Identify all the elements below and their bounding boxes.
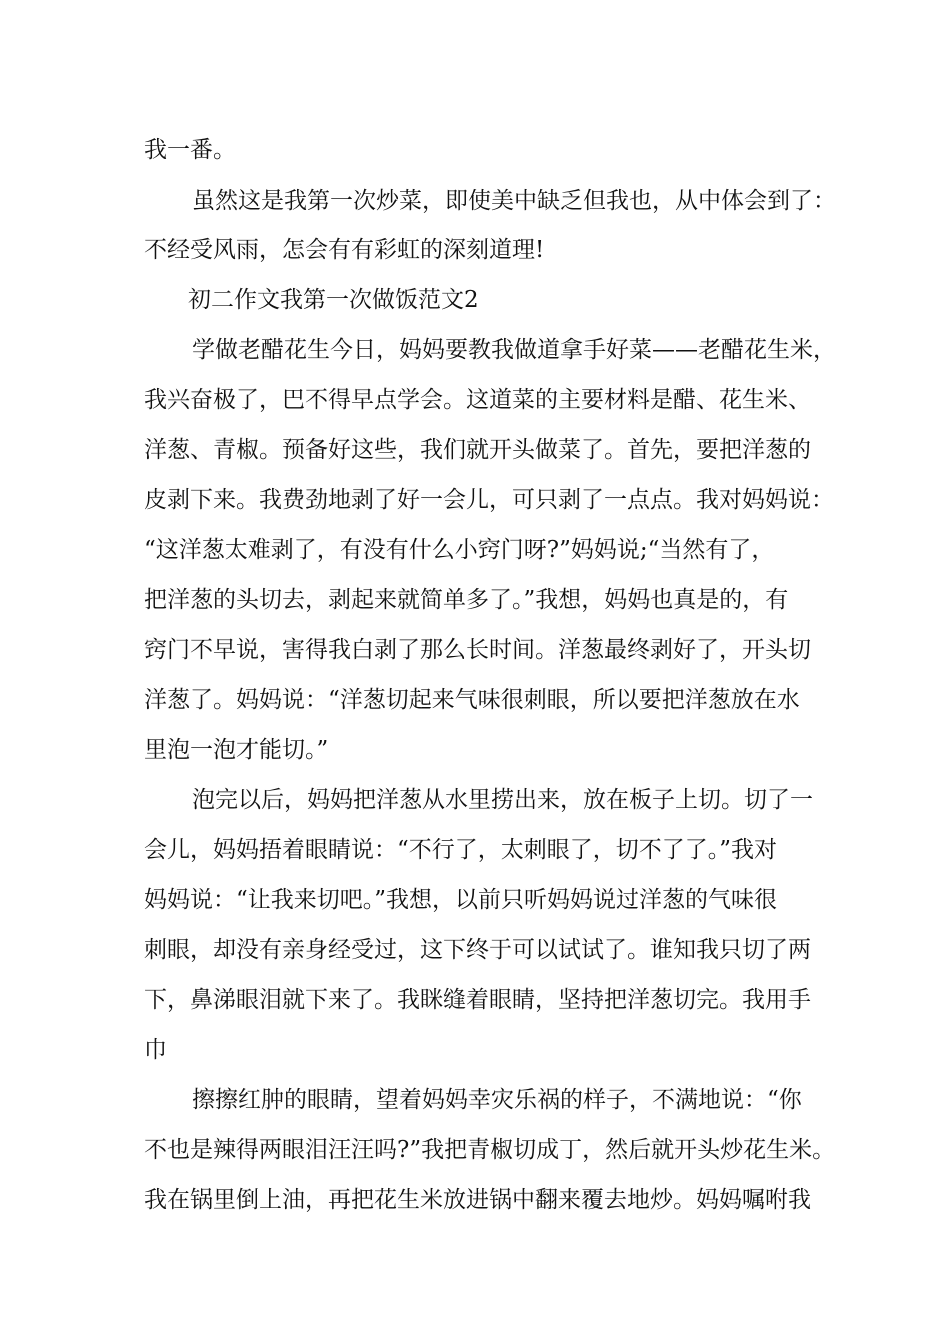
- text-line: 刺眼，却没有亲身经受过，这下终于可以试试了。谁知我只切了两: [144, 937, 811, 963]
- text-line: 皮剥下来。我费劲地剥了好一会儿，可只剥了一点点。我对妈妈说：: [144, 487, 834, 513]
- text-line: 洋葱了。妈妈说：“洋葱切起来气味很刺眼，所以要把洋葱放在水: [144, 687, 800, 713]
- text-line: 巾: [144, 1037, 167, 1063]
- paragraph-start-line: 学做老醋花生今日，妈妈要教我做道拿手好菜——老醋花生米，: [192, 337, 836, 363]
- text-line: 妈妈说：“让我来切吧。”我想，以前只听妈妈说过洋葱的气味很: [144, 887, 778, 913]
- paragraph-start-line: 擦擦红肿的眼睛，望着妈妈幸灾乐祸的样子，不满地说：“你: [192, 1087, 802, 1113]
- text-line: 我兴奋极了，巴不得早点学会。这道菜的主要材料是醋、花生米、: [144, 387, 811, 413]
- text-line: “这洋葱太难剥了，有没有什么小窍门呀?”妈妈说;“当然有了，: [144, 537, 775, 563]
- paragraph-start-line: 虽然这是我第一次炒菜，即使美中缺乏但我也，从中体会到了：: [192, 188, 836, 214]
- section-title: 初二作文我第一次做饭范文2: [188, 287, 479, 313]
- text-line: 把洋葱的头切去，剥起来就简单多了。”我想，妈妈也真是的，有: [144, 587, 789, 613]
- paragraph-start-line: 泡完以后，妈妈把洋葱从水里捞出来，放在板子上切。切了一: [192, 787, 813, 813]
- text-line: 不经受风雨，怎会有有彩虹的深刻道理!: [144, 237, 545, 263]
- text-line: 下，鼻涕眼泪就下来了。我眯缝着眼睛，坚持把洋葱切完。我用手: [144, 987, 811, 1013]
- text-line: 窍门不早说，害得我白剥了那么长时间。洋葱最终剥好了，开头切: [144, 637, 811, 663]
- text-line: 会儿，妈妈捂着眼睛说：“不行了，太刺眼了，切不了了。”我对: [144, 837, 778, 863]
- text-line: 我一番。: [144, 137, 236, 163]
- text-line: 不也是辣得两眼泪汪汪吗?”我把青椒切成丁，然后就开头炒花生米。: [144, 1137, 836, 1163]
- text-line: 我在锅里倒上油，再把花生米放进锅中翻来覆去地炒。妈妈嘱咐我: [144, 1187, 811, 1213]
- text-line: 洋葱、青椒。预备好这些，我们就开头做菜了。首先，要把洋葱的: [144, 437, 811, 463]
- text-line: 里泡一泡才能切。”: [144, 737, 329, 763]
